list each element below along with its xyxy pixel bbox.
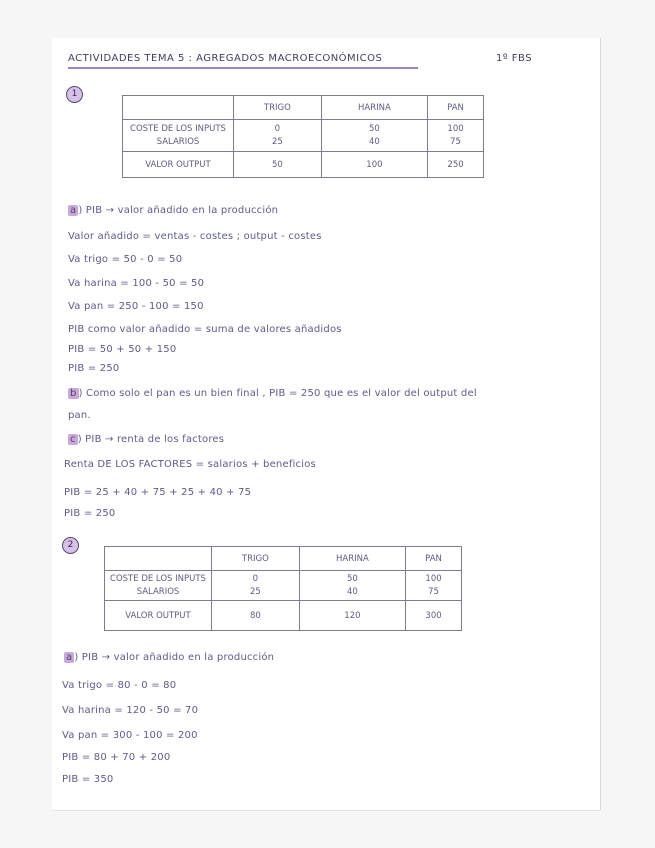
exercise-1a-line: Va pan = 250 - 100 = 150 (68, 301, 204, 312)
cell-value: 75 (450, 136, 461, 147)
part-label: c (70, 434, 76, 445)
cell-value: 120 (299, 601, 405, 631)
table-row (105, 571, 462, 601)
exercise-1a-line: PIB como valor añadido = suma de valores añadidos (68, 324, 342, 335)
exercise-1a-line: Va harina = 100 - 50 = 50 (68, 278, 205, 289)
exercise-2-number: 2 (62, 537, 79, 554)
cell-value: 50 (234, 152, 322, 178)
exercise-1c-line: PIB = 25 + 40 + 75 + 25 + 40 + 75 (64, 487, 252, 498)
row-label: SALARIOS (136, 586, 180, 597)
exercise-2a-line: Va pan = 300 - 100 = 200 (62, 730, 198, 741)
course-label: 1º FBS (496, 53, 533, 64)
table-header-empty (105, 547, 212, 571)
table-row (123, 152, 484, 178)
table-header-pan: PAN (406, 547, 462, 571)
exercise-1-table (122, 95, 484, 178)
exercise-2-table (104, 546, 462, 631)
exercise-1a-line: Va trigo = 50 - 0 = 50 (68, 254, 183, 265)
row-label: COSTE DE LOS INPUTS (110, 573, 206, 584)
page-title: ACTIVIDADES TEMA 5 : AGREGADOS MACROECONÓMICOS (68, 53, 383, 64)
exercise-1b-line: pan. (68, 410, 91, 421)
title-underline (68, 67, 418, 69)
part-label: a (66, 652, 73, 663)
exercise-1a-line: PIB = 50 + 50 + 150 (68, 344, 177, 355)
cell-value: 40 (369, 136, 380, 147)
cell-value: 100 (321, 152, 427, 178)
cell-value: 40 (347, 586, 358, 597)
row-label: VALOR OUTPUT (105, 601, 212, 631)
cell-value: 75 (428, 586, 439, 597)
exercise-1-number: 1 (66, 86, 83, 103)
cell-value: 50 (369, 123, 380, 134)
table-header-harina: HARINA (299, 547, 405, 571)
cell-value: 50 (347, 573, 358, 584)
notebook-page (52, 38, 600, 810)
cell-value: 25 (249, 586, 261, 597)
cell-value: 250 (428, 152, 484, 178)
exercise-1c-line: c ) PIB → renta de los factores (70, 434, 225, 445)
exercise-1c-line: PIB = 250 (64, 508, 116, 519)
exercise-2a-line: a ) PIB → valor añadido en la producción (66, 652, 275, 663)
exercise-1a-line: a ) PIB → valor añadido en la producción (70, 205, 279, 216)
table-header-empty (123, 96, 234, 120)
cell-value: 25 (271, 136, 283, 147)
cell-value: 100 (447, 123, 464, 134)
exercise-2a-line: PIB = 350 (62, 774, 114, 785)
exercise-1a-line: PIB = 250 (68, 363, 120, 374)
cell-value: 0 (252, 573, 259, 584)
cell-value: 0 (274, 123, 281, 134)
cell-value: 100 (425, 573, 442, 584)
exercise-1c-line: Renta DE LOS FACTORES = salarios + beneficios (64, 459, 316, 470)
cell-value: 80 (212, 601, 300, 631)
exercise-2a-line: Va trigo = 80 - 0 = 80 (62, 680, 177, 691)
part-label: a (70, 205, 77, 216)
exercise-2a-line: Va harina = 120 - 50 = 70 (62, 705, 199, 716)
cell-value: 300 (406, 601, 462, 631)
table-row (123, 120, 484, 152)
table-header-harina: HARINA (321, 96, 427, 120)
row-label: SALARIOS (156, 136, 200, 147)
exercise-1b-line: b ) Como solo el pan es un bien final , PIB = 250 que es el valor del output del (70, 388, 477, 399)
table-header-trigo: TRIGO (234, 96, 322, 120)
exercise-2a-line: PIB = 80 + 70 + 200 (62, 752, 171, 763)
table-header-trigo: TRIGO (212, 547, 300, 571)
part-label: b (70, 388, 77, 399)
exercise-1a-line: Valor añadido = ventas - costes ; output - costes (68, 231, 322, 242)
table-row (105, 601, 462, 631)
row-label: VALOR OUTPUT (123, 152, 234, 178)
table-header-pan: PAN (428, 96, 484, 120)
row-label: COSTE DE LOS INPUTS (130, 123, 226, 134)
